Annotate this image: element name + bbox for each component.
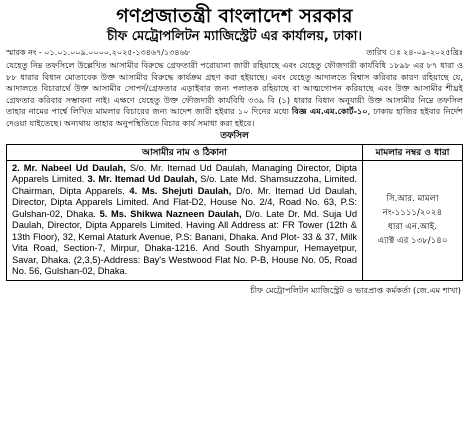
accused-name-5: 5. Ms. Shikwa Nazneen Daulah,	[99, 208, 242, 219]
accused-name-3: 3. Mr. Itemad Ud Daulah,	[87, 174, 198, 185]
notice-body	[6, 60, 463, 130]
schedule-table	[6, 144, 463, 281]
accused-detail-3: S/o. Late Md. Shamsuzzoha, Limited. Chairman, Dipta Apparels.	[12, 174, 357, 196]
accused-cell	[7, 160, 363, 280]
column-header-case: মামলার নম্বর ও ধারা	[363, 144, 463, 160]
column-header-accused: আসামীর নাম ও ঠিকানা	[7, 144, 363, 160]
accused-name-2: 2. Mr. Nabeel Ud Daulah,	[12, 162, 126, 173]
memo-number: স্মারক নং - ০১.০১.০০৯.০০০০.২০২৫-১৩৪৬৭/১৩৪৬৮	[6, 48, 191, 57]
signature-line: চীফ মেট্রোপলিটন ম্যাজিস্ট্রেট ও ভারপ্রাপ্ত কর্মকর্তা (জে.এম শাখা)	[250, 284, 461, 295]
schedule-title: তফসিল	[220, 130, 249, 141]
case-cell	[363, 160, 463, 280]
government-title: গণপ্রজাতন্ত্রী বাংলাদেশ সরকার	[116, 5, 353, 27]
table-header-row	[7, 144, 463, 160]
case-act: এ্যাক্ট এর ১৩৮/১৪০	[377, 236, 448, 247]
office-title: চীফ মেট্রোপলিটন ম্যাজিস্ট্রেট এর কার্যালয়, ঢাকা।	[106, 29, 362, 44]
reference-line	[6, 47, 463, 59]
body-part-1: যেহেতু নিম্ন তফসিলে উল্লেখিত আসামীর বিরুদ্ধে গ্রেফতারী পরোয়ানা জারী রহিয়াছে এবং যেহেতু ফৌজদারী কার্যবিধি ১৮৯৮ এর ৮৭ ধারা ও ৮৮ ধারার বিধান মোতাবেক উক্ত আসামীর বিরুদ্ধে কার্যক্রম গ্রহণ করা হইয়াছে। এবং যেহেতু আদালতে বিশ্বাস করিবার কারণ রহিয়াছে যে, আদালতে বিচারার্থে উক্ত আসামীর সোপর্দ/গ্রেফতার এড়াইবার জন্য পলাতক রহিয়াছে বা আত্মগোপন করিয়াছে এবং উক্ত আসামীর শীঘ্রই গ্রেফতার করিবার সম্ভাবনা নাই। এক্ষণে যেহেতু উক্ত ফৌজদারী কার্যবিধি ৩৩৯ বি (১) ধারার বিধান অনুযায়ী উক্ত আসামীর নিম্নে তফসিল তাহার নামের পার্শ্বে লিখিত মামলার বিচারের জন্য আদেশ জারী হইবার ১০ দিনের মধ্যে	[6, 60, 463, 117]
notice-page	[6, 4, 463, 296]
accused-detail-4: D/o. Mr. Itemad Ud Daulah, Director, Dipta Apparels Limited. And Flat-D2, House No. 2/4, Road No. 63, P.S: Gulshan-02, Dhaka.	[12, 185, 357, 219]
accused-detail-2: S/o. Mr. Itemad Ud Daulah, Managing Director, Dipta Apparels Limited.	[12, 162, 357, 185]
body-part-2: , ঢাকায় হাজির হইবার নির্দেশ দেওয়া যাইতেছে। অন্যথায় তাহার অনুপস্থিতিতে বিচার কার্য সমাধা করা হইবে।	[6, 106, 464, 128]
table-row	[7, 160, 463, 280]
case-section: ধারা এন.আই.	[388, 222, 437, 233]
court-name: বিজ্ঞ এম.এম.কোর্ট-১০	[291, 106, 368, 117]
case-number: সি.আর. মামলা নং-১১১১/২০২৪	[382, 194, 443, 219]
accused-name-4: 4. Ms. Shejuti Daulah,	[129, 185, 232, 196]
accused-detail-5: D/o. Late Dr. Md. Suja Ud Daulah, Director, Dipta Apparels Limited. Having All Address at: FR Tower (12th & 13th Floor), 32, Kemal Ataturk Avenue, P.S: Banani, Dhaka. And Plot- 33 & 37, Milk Vita Road, Section-7, Mirpur, Dhaka-1216. And South Shyampur, Hemayetpur, Savar, Dhaka. (2,3,5)-Address: Bay's Westwood Flat No. P-B, House No. 05, Road No. 56, Gulshan-02, Dhaka.	[12, 208, 358, 277]
memo-date: তারিখ ঃ ২৪-০৯-২০২৫খ্রিঃ	[366, 48, 463, 57]
